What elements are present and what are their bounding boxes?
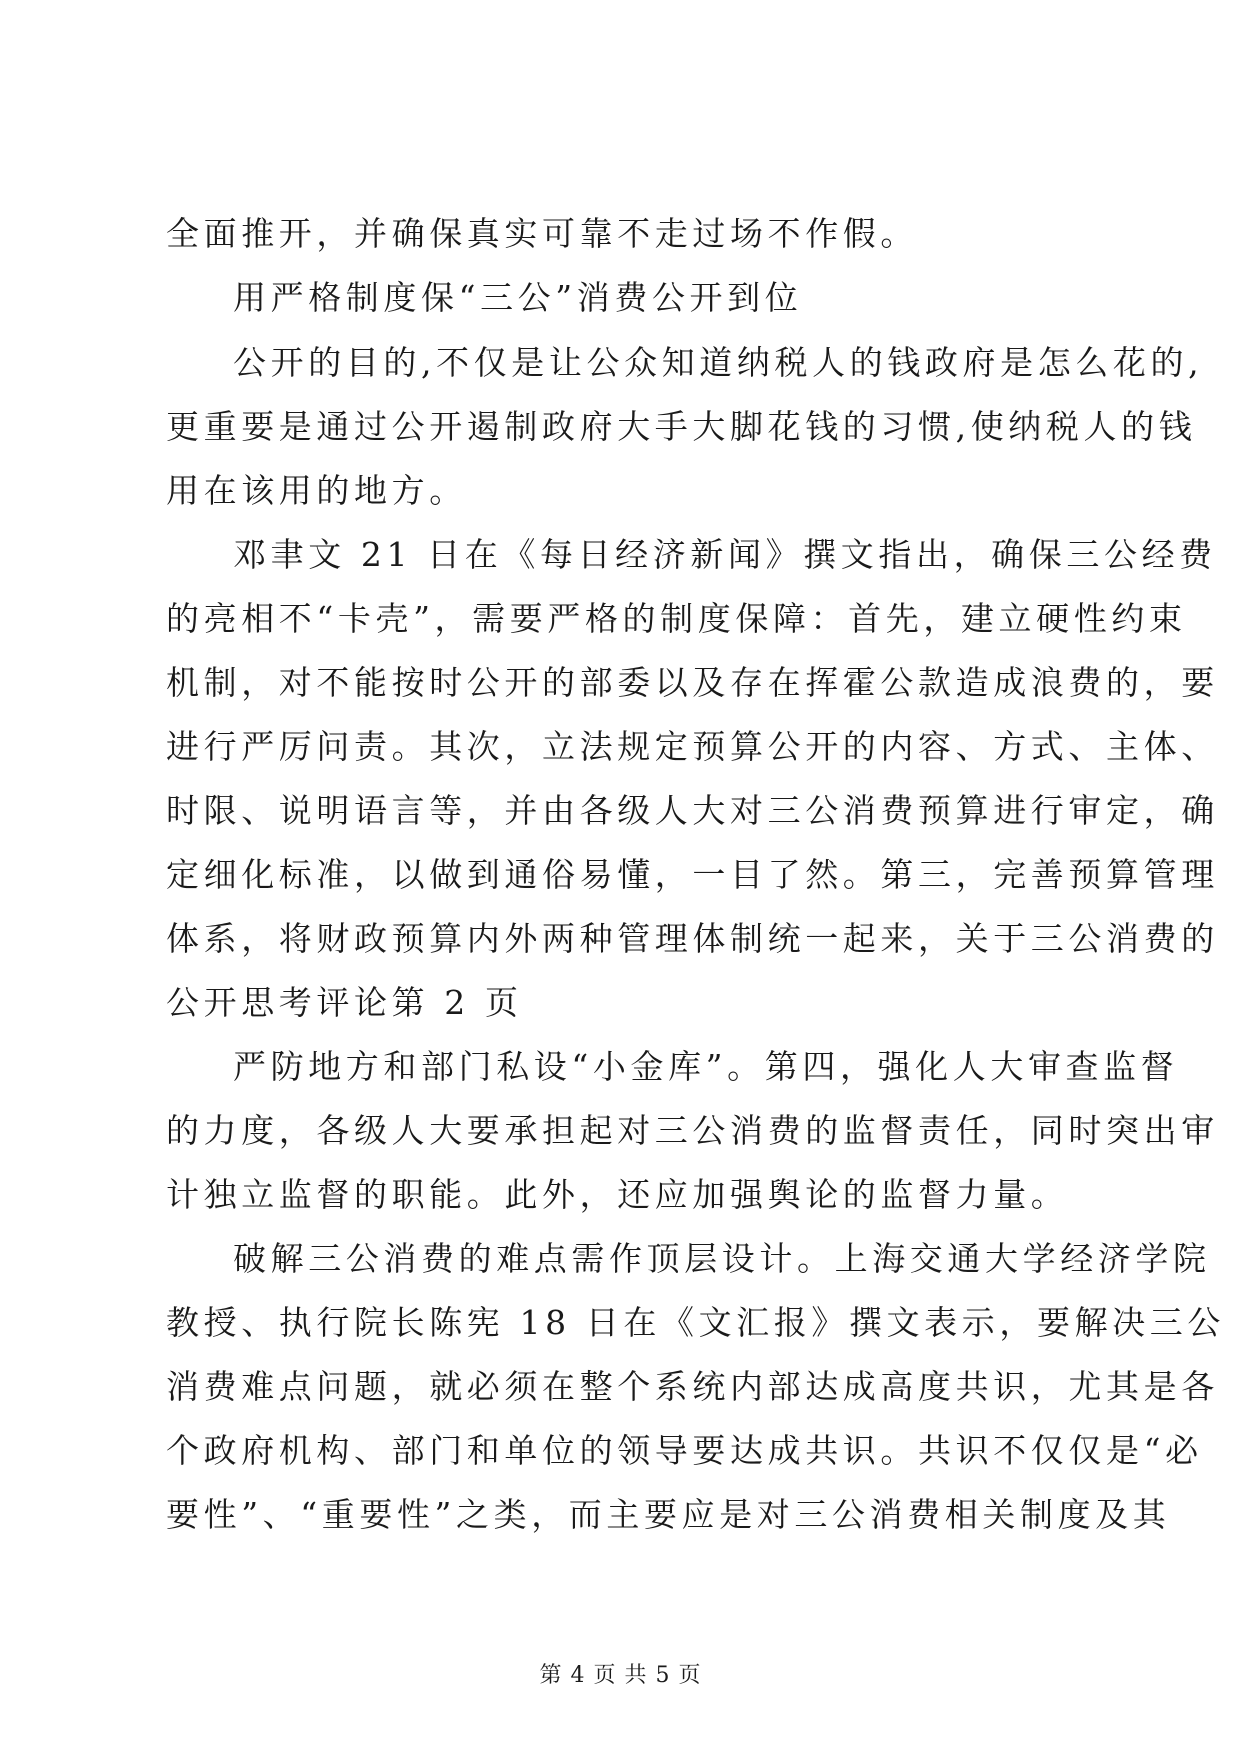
text-line: 个政府机构、部门和单位的领导要达成共识。共识不仅仅是“必 — [166, 1431, 1203, 1470]
text-line: 教授、执行院长陈宪 18 日在《文汇报》撰文表示，要解决三公 — [166, 1303, 1225, 1342]
text-line: 时限、说明语言等，并由各级人大对三公消费预算进行审定，确 — [166, 791, 1219, 830]
text-line: 的力度，各级人大要承担起对三公消费的监督责任，同时突出审 — [166, 1111, 1219, 1150]
text-line: 机制，对不能按时公开的部委以及存在挥霍公款造成浪费的，要 — [166, 663, 1219, 702]
section-heading: 用严格制度保“三公”消费公开到位 — [233, 278, 803, 317]
text-line: 全面推开，并确保真实可靠不走过场不作假。 — [166, 214, 918, 253]
text-line: 体系，将财政预算内外两种管理体制统一起来，关于三公消费的 — [166, 919, 1219, 958]
text-line: 破解三公消费的难点需作顶层设计。上海交通大学经济学院 — [233, 1239, 1211, 1278]
text-line: 用在该用的地方。 — [166, 471, 467, 510]
text-line: 定细化标准，以做到通俗易懂，一目了然。第三，完善预算管理 — [166, 855, 1219, 894]
text-line: 公开思考评论第 2 页 — [166, 983, 523, 1022]
text-line: 更重要是通过公开遏制政府大手大脚花钱的习惯,使纳税人的钱 — [166, 407, 1197, 446]
text-line: 要性”、“重要性”之类，而主要应是对三公消费相关制度及其 — [166, 1495, 1171, 1534]
text-line: 公开的目的,不仅是让公众知道纳税人的钱政府是怎么花的, — [233, 343, 1204, 382]
text-line: 的亮相不“卡壳”，需要严格的制度保障：首先，建立硬性约束 — [166, 599, 1187, 638]
text-line: 严防地方和部门私设“小金库”。第四，强化人大审查监督 — [233, 1047, 1179, 1086]
page-footer: 第 4 页 共 5 页 — [539, 1663, 702, 1688]
text-line: 消费难点问题，就必须在整个系统内部达成高度共识，尤其是各 — [166, 1367, 1219, 1406]
text-line: 进行严厉问责。其次，立法规定预算公开的内容、方式、主体、 — [166, 727, 1219, 766]
text-line: 邓聿文 21 日在《每日经济新闻》撰文指出，确保三公经费 — [233, 535, 1217, 574]
text-line: 计独立监督的职能。此外，还应加强舆论的监督力量。 — [166, 1175, 1069, 1214]
